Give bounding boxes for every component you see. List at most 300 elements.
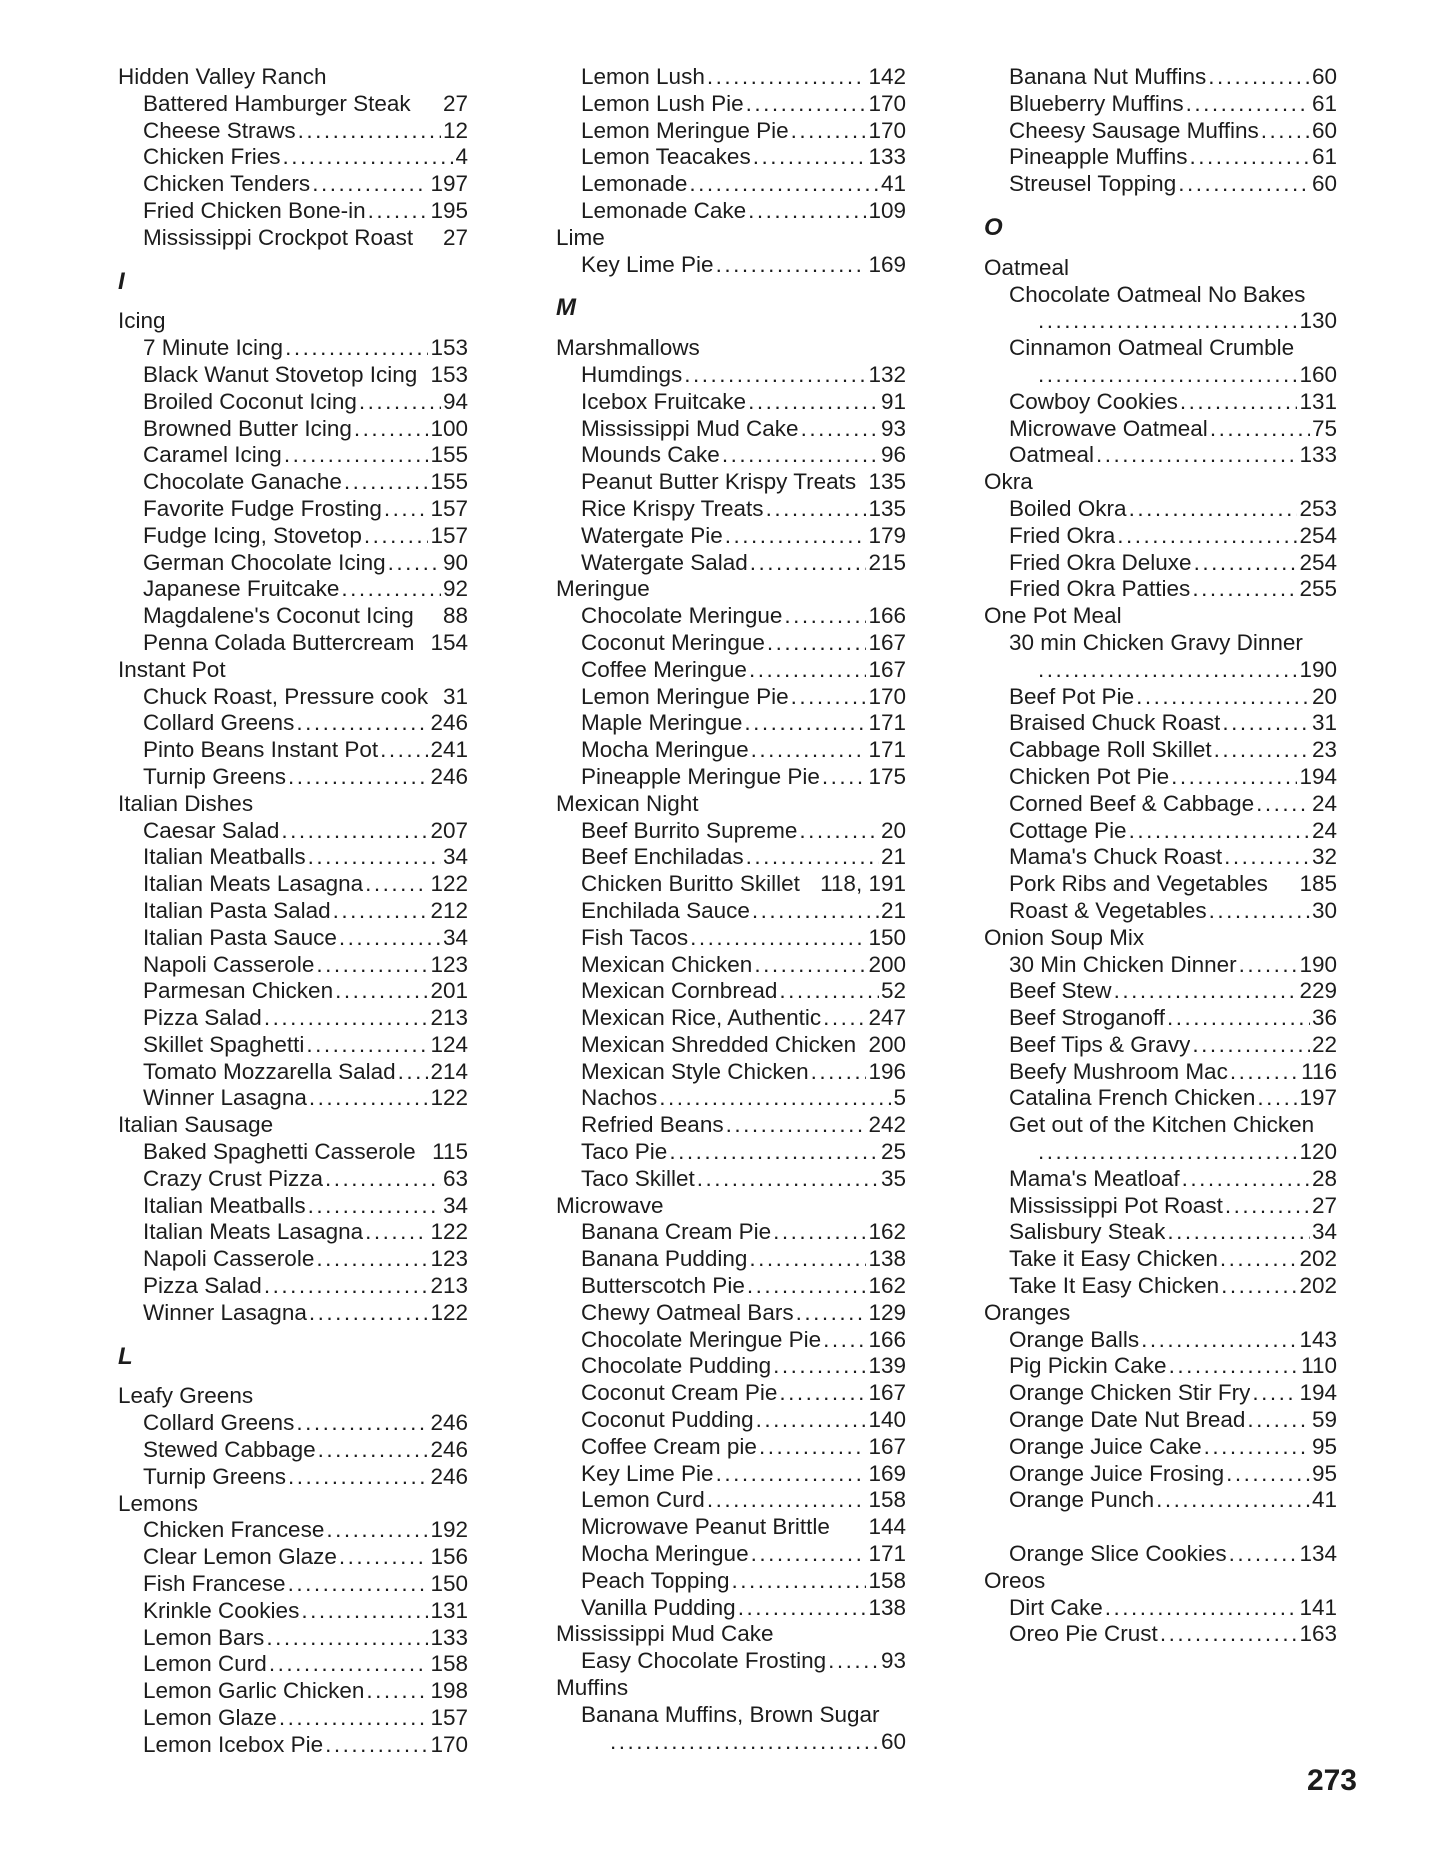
entry-title: 30 min Chicken Gravy Dinner	[1009, 629, 1303, 655]
index-entry	[556, 952, 906, 979]
entry-page-number: 169	[868, 251, 906, 277]
entry-page-number: 143	[1299, 1326, 1337, 1352]
index-entry	[118, 818, 468, 845]
index-entry	[556, 1461, 906, 1488]
dot-leader	[716, 252, 867, 279]
entry-title: Chocolate Oatmeal No Bakes	[1009, 281, 1306, 307]
entry-page-number: 93	[880, 1648, 906, 1674]
entry-page-number: 91	[880, 388, 906, 414]
entry-title: Beef Pot Pie	[1009, 683, 1135, 709]
entry-page-number: 196	[868, 1058, 906, 1084]
entry-page-number: 131	[1299, 388, 1337, 414]
entry-title: Watergate Salad	[581, 549, 748, 575]
dot-leader	[309, 1085, 429, 1112]
dot-leader	[773, 1219, 866, 1246]
entry-page-number: 144	[868, 1514, 906, 1540]
entry-title: Orange Juice Frosing	[1009, 1460, 1225, 1486]
index-entry	[984, 1621, 1337, 1648]
entry-title: Corned Beef & Cabbage	[1009, 790, 1255, 816]
dot-leader	[731, 1568, 866, 1595]
entry-title: Mama's Meatloaf	[1009, 1165, 1180, 1191]
entry-title: Watergate Pie	[581, 522, 723, 548]
index-entry	[556, 818, 906, 845]
dot-leader	[288, 764, 428, 791]
entry-page-number: 171	[868, 1541, 906, 1567]
dot-leader	[364, 523, 429, 550]
index-entry	[118, 952, 468, 979]
entry-title: Lemon Meringue Pie	[581, 683, 789, 709]
entry-page-number: 24	[1311, 817, 1337, 843]
entry-page-number: 32	[1311, 844, 1337, 870]
entry-title: Lemon Bars	[143, 1624, 265, 1650]
entry-page-number: 154	[430, 629, 468, 655]
dot-leader	[726, 1112, 867, 1139]
entry-title: Favorite Fudge Frosting	[143, 495, 382, 521]
entry-title: Chocolate Ganache	[143, 469, 342, 495]
index-entry	[984, 737, 1337, 764]
entry-page-number: 131	[430, 1597, 468, 1623]
index-entry	[118, 144, 468, 171]
entry-page-number: 21	[880, 897, 906, 923]
index-entry	[556, 710, 906, 737]
entry-title: Orange Juice Cake	[1009, 1433, 1202, 1459]
entry-title: Streusel Topping	[1009, 171, 1177, 197]
entry-page-number: 133	[1299, 442, 1337, 468]
index-entry	[118, 603, 468, 630]
dot-leader	[1204, 1434, 1310, 1461]
entry-page-number: 75	[1311, 415, 1337, 441]
index-entry	[556, 118, 906, 145]
index-entry	[556, 1059, 906, 1086]
entry-page-number: 254	[1299, 522, 1337, 548]
index-entry	[556, 1702, 906, 1729]
index-entry	[118, 1571, 468, 1598]
dot-leader	[1160, 1621, 1298, 1648]
entry-title: Penna Colada Buttercream	[143, 629, 415, 655]
index-entry	[118, 1651, 468, 1678]
entry-title: Cheese Straws	[143, 117, 296, 143]
index-entry	[556, 469, 906, 496]
dot-leader	[296, 1410, 428, 1437]
group-heading: Lime	[556, 224, 605, 250]
dot-leader	[779, 978, 879, 1005]
dot-leader	[791, 118, 867, 145]
entry-title: Coconut Cream Pie	[581, 1380, 778, 1406]
letter-heading: M	[556, 294, 576, 322]
entry-title: Chicken Tenders	[143, 171, 311, 197]
entry-title: Boiled Okra	[1009, 495, 1127, 521]
entry-page-number: 202	[1299, 1246, 1337, 1272]
group-heading: Oranges	[984, 1299, 1071, 1325]
entry-title: Fried Chicken Bone-in	[143, 197, 366, 223]
entry-page-number: 35	[880, 1165, 906, 1191]
entry-title: Pig Pickin Cake	[1009, 1353, 1167, 1379]
index-entry	[118, 925, 468, 952]
entry-page-number: 61	[1311, 144, 1337, 170]
index-entry	[984, 442, 1337, 469]
entry-title: Chocolate Meringue Pie	[581, 1326, 822, 1352]
index-entry	[984, 144, 1337, 171]
entry-title: Butterscotch Pie	[581, 1273, 745, 1299]
entry-title: Peach Topping	[581, 1567, 730, 1593]
dot-leader	[316, 952, 428, 979]
entry-page-number: 60	[1311, 117, 1337, 143]
entry-page-number: 201	[430, 978, 468, 1004]
dot-leader	[318, 1437, 429, 1464]
entry-title: 30 Min Chicken Dinner	[1009, 951, 1237, 977]
entry-page-number: 135	[868, 469, 906, 495]
group-heading: Onion Soup Mix	[984, 924, 1145, 950]
dot-leader	[1221, 1273, 1297, 1300]
entry-title: Mississippi Crockpot Roast	[143, 224, 414, 250]
entry-page-number: 179	[868, 522, 906, 548]
entry-title: Catalina French Chicken	[1009, 1085, 1256, 1111]
group-heading: Icing	[118, 308, 166, 334]
entry-title: Chocolate Pudding	[581, 1353, 772, 1379]
entry-page-number: 88	[442, 603, 468, 629]
dot-leader	[281, 818, 428, 845]
dot-leader	[388, 550, 441, 577]
dot-leader	[359, 389, 441, 416]
dot-leader	[283, 144, 454, 171]
entry-page-number: 155	[430, 442, 468, 468]
entry-page-number: 169	[868, 1460, 906, 1486]
dot-leader	[669, 1139, 879, 1166]
index-entry	[556, 1112, 906, 1139]
group-heading: Marshmallows	[556, 335, 700, 361]
entry-page-number: 246	[430, 1410, 468, 1436]
entry-title: Mexican Rice, Authentic	[581, 1005, 822, 1031]
index-entry	[556, 871, 906, 898]
entry-title: Caramel Icing	[143, 442, 282, 468]
entry-page-number: 207	[430, 817, 468, 843]
index-entry	[556, 684, 906, 711]
dot-leader	[1180, 389, 1298, 416]
entry-title: Italian Pasta Sauce	[143, 924, 337, 950]
index-entry	[984, 1273, 1337, 1300]
dot-leader	[279, 1705, 429, 1732]
entry-title: Italian Meats Lasagna	[143, 871, 364, 897]
index-entry	[556, 1273, 906, 1300]
entry-title: Microwave Peanut Brittle	[581, 1514, 830, 1540]
entry-page-number: 194	[1299, 763, 1337, 789]
entry-page-number: 185	[1299, 871, 1337, 897]
index-entry	[984, 1193, 1337, 1220]
entry-title: Oatmeal	[1009, 442, 1095, 468]
entry-title: Microwave Oatmeal	[1009, 415, 1208, 441]
index-entry	[556, 1407, 906, 1434]
index-entry	[556, 978, 906, 1005]
entry-title: Italian Meatballs	[143, 1192, 306, 1218]
index-entry	[118, 978, 468, 1005]
entry-page-number: 212	[430, 897, 468, 923]
entry-title: Easy Chocolate Frosting	[581, 1648, 827, 1674]
entry-title: Napoli Casserole	[143, 1246, 315, 1272]
index-entry	[118, 630, 468, 657]
entry-title: Key Lime Pie	[581, 1460, 714, 1486]
entry-continuation	[984, 657, 1337, 684]
index-entry	[118, 416, 468, 443]
entry-title: Japanese Fruitcake	[143, 576, 340, 602]
index-entry	[984, 1085, 1337, 1112]
index-entry	[118, 225, 468, 252]
entry-page-number: 129	[868, 1299, 906, 1325]
entry-page-number: 141	[1299, 1594, 1337, 1620]
entry-title: Clear Lemon Glaze	[143, 1544, 337, 1570]
entry-page-number: 157	[430, 1705, 468, 1731]
entry-page-number: 192	[430, 1517, 468, 1543]
dot-leader	[288, 1571, 429, 1598]
group-heading: Mexican Night	[556, 790, 699, 816]
entry-title: Cinnamon Oatmeal Crumble	[1009, 335, 1295, 361]
entry-title: Fudge Icing, Stovetop	[143, 522, 362, 548]
entry-page-number: 150	[868, 924, 906, 950]
entry-page-number: 118, 191	[820, 871, 906, 897]
dot-leader	[298, 118, 441, 145]
entry-page-number: 41	[880, 171, 906, 197]
index-entry	[118, 684, 468, 711]
index-entry	[556, 898, 906, 925]
entry-page-number: 34	[442, 924, 468, 950]
group-heading: Okra	[984, 469, 1033, 495]
dot-leader	[1192, 576, 1297, 603]
index-entry	[118, 171, 468, 198]
entry-title: Winner Lasagna	[143, 1085, 307, 1111]
index-entry	[556, 1380, 906, 1407]
entry-page-number: 157	[430, 495, 468, 521]
page-number: 273	[1306, 1764, 1357, 1797]
dot-leader	[828, 1648, 879, 1675]
dot-leader	[309, 1300, 429, 1327]
entry-title: Crazy Crust Pizza	[143, 1165, 324, 1191]
dot-leader	[1171, 764, 1297, 791]
entry-page-number: 162	[868, 1273, 906, 1299]
index-entry	[984, 550, 1337, 577]
entry-title: Key Lime Pie	[581, 251, 714, 277]
letter-heading: I	[118, 267, 125, 295]
dot-leader	[264, 1273, 429, 1300]
dot-leader	[1247, 1407, 1310, 1434]
entry-title: Skillet Spaghetti	[143, 1031, 305, 1057]
entry-page-number: 93	[880, 415, 906, 441]
dot-leader	[707, 1487, 867, 1514]
dot-leader	[1038, 308, 1297, 335]
entry-page-number: 190	[1299, 951, 1337, 977]
entry-title: Humdings	[581, 361, 683, 387]
index-entry	[118, 442, 468, 469]
dot-leader	[610, 1729, 879, 1756]
entry-page-number: 20	[880, 817, 906, 843]
index-entry	[118, 1005, 468, 1032]
entry-title: Chewy Oatmeal Bars	[581, 1299, 794, 1325]
entry-title: German Chocolate Icing	[143, 549, 386, 575]
index-entry	[556, 1541, 906, 1568]
dot-leader	[306, 1032, 428, 1059]
entry-page-number: 109	[868, 197, 906, 223]
entry-page-number: 241	[430, 737, 468, 763]
entry-page-number: 229	[1299, 978, 1337, 1004]
entry-title: Orange Chicken Stir Fry	[1009, 1380, 1251, 1406]
dot-leader	[773, 1353, 866, 1380]
dot-leader	[746, 844, 879, 871]
dot-leader	[398, 1059, 429, 1086]
entry-title: Battered Hamburger Steak	[143, 90, 411, 116]
entry-page-number: 138	[868, 1246, 906, 1272]
entry-page-number: 31	[1311, 710, 1337, 736]
entry-page-number: 155	[430, 469, 468, 495]
index-entry	[118, 1678, 468, 1705]
index-entry	[984, 1059, 1337, 1086]
dot-leader	[1114, 978, 1298, 1005]
index-entry	[118, 1139, 468, 1166]
dot-leader	[308, 1193, 441, 1220]
dot-leader	[285, 335, 428, 362]
entry-page-number: 171	[868, 710, 906, 736]
dot-leader	[659, 1085, 891, 1112]
entry-title: Refried Beans	[581, 1112, 724, 1138]
entry-page-number: 166	[868, 603, 906, 629]
index-entry	[118, 737, 468, 764]
entry-title: Collard Greens	[143, 710, 295, 736]
group-heading: Mississippi Mud Cake	[556, 1621, 774, 1647]
index-entry	[984, 818, 1337, 845]
entry-page-number: 116	[1301, 1058, 1337, 1084]
index-entry	[556, 252, 906, 279]
index-entry	[118, 576, 468, 603]
entry-title: Stewed Cabbage	[143, 1437, 316, 1463]
entry-title: Pinto Beans Instant Pot	[143, 737, 379, 763]
entry-title: Chicken Fries	[143, 144, 281, 170]
dot-leader	[779, 1380, 866, 1407]
dot-leader	[1129, 496, 1298, 523]
group-heading: Instant Pot	[118, 656, 226, 682]
entry-title: Chocolate Meringue	[581, 603, 783, 629]
dot-leader	[1225, 1193, 1310, 1220]
index-entry	[118, 1544, 468, 1571]
index-entry	[118, 335, 468, 362]
entry-page-number: 21	[880, 844, 906, 870]
index-entry	[556, 171, 906, 198]
dot-leader	[1229, 1541, 1298, 1568]
entry-title: Peanut Butter Krispy Treats	[581, 469, 857, 495]
index-entry	[118, 496, 468, 523]
entry-title: Collard Greens	[143, 1410, 295, 1436]
entry-page-number: 123	[430, 1246, 468, 1272]
entry-page-number: 162	[868, 1219, 906, 1245]
entry-page-number: 25	[880, 1139, 906, 1165]
index-column	[984, 64, 1337, 1759]
index-entry	[556, 389, 906, 416]
letter-heading: O	[984, 213, 1003, 241]
index-entry	[556, 737, 906, 764]
dot-leader	[754, 952, 866, 979]
entry-page-number: 175	[868, 763, 906, 789]
entry-title: Mississippi Pot Roast	[1009, 1192, 1223, 1218]
entry-title: Orange Balls	[1009, 1326, 1140, 1352]
entry-title: Pizza Salad	[143, 1005, 262, 1031]
entry-page-number: 20	[1311, 683, 1337, 709]
entry-page-number: 158	[430, 1651, 468, 1677]
entry-page-number: 120	[1299, 1139, 1337, 1165]
entry-page-number: 123	[430, 951, 468, 977]
index-entry	[118, 1437, 468, 1464]
entry-title: Black Wanut Stovetop Icing	[143, 361, 418, 387]
entry-page-number: 214	[430, 1058, 468, 1084]
dot-leader	[784, 603, 866, 630]
entry-page-number: 247	[868, 1005, 906, 1031]
index-entry	[556, 496, 906, 523]
index-entry	[118, 1166, 468, 1193]
index-entry	[556, 1595, 906, 1622]
entry-title: Lemon Icebox Pie	[143, 1731, 324, 1757]
dot-leader	[759, 1434, 867, 1461]
index-entry	[556, 198, 906, 225]
index-column	[118, 64, 468, 1759]
entry-title: Roast & Vegetables	[1009, 897, 1207, 923]
index-entry	[556, 1005, 906, 1032]
dot-leader	[266, 1625, 428, 1652]
index-entry	[984, 791, 1337, 818]
entry-title: Tomato Mozzarella Salad	[143, 1058, 396, 1084]
entry-title: Mocha Meringue	[581, 737, 749, 763]
entry-page-number: 170	[868, 683, 906, 709]
index-entry	[118, 871, 468, 898]
index-entry	[118, 1032, 468, 1059]
index-entry	[984, 1032, 1337, 1059]
dot-leader	[796, 1300, 867, 1327]
dot-leader	[744, 710, 866, 737]
entry-page-number: 246	[430, 763, 468, 789]
index-entry	[556, 1568, 906, 1595]
entry-page-number: 30	[1311, 897, 1337, 923]
dot-leader	[325, 1732, 428, 1759]
dot-leader	[1239, 952, 1298, 979]
entry-page-number: 153	[430, 361, 468, 387]
entry-page-number: 100	[430, 415, 468, 441]
dot-leader	[746, 91, 867, 118]
index-entry	[118, 1193, 468, 1220]
entry-page-number: 22	[1311, 1031, 1337, 1057]
dot-leader	[1257, 1085, 1297, 1112]
index-entry	[556, 416, 906, 443]
index-entry	[118, 1517, 468, 1544]
entry-title: Mexican Style Chicken	[581, 1058, 809, 1084]
dot-leader	[1117, 523, 1297, 550]
index-entry	[984, 871, 1337, 898]
index-entry	[984, 576, 1337, 603]
entry-title: Browned Butter Icing	[143, 415, 352, 441]
dot-leader	[1252, 1380, 1297, 1407]
entry-title: Get out of the Kitchen Chicken	[1009, 1112, 1315, 1138]
entry-title: Cottage Pie	[1009, 817, 1127, 843]
entry-page-number: 170	[868, 117, 906, 143]
entry-title: Pork Ribs and Vegetables	[1009, 871, 1268, 897]
entry-page-number: 166	[868, 1326, 906, 1352]
dot-leader	[368, 198, 429, 225]
dot-leader	[1136, 684, 1310, 711]
dot-leader	[1222, 710, 1310, 737]
entry-page-number: 133	[868, 144, 906, 170]
index-entry	[984, 1434, 1337, 1461]
entry-page-number: 28	[1311, 1165, 1337, 1191]
dot-leader	[1256, 791, 1310, 818]
index-entry	[556, 1487, 906, 1514]
dot-leader	[308, 844, 441, 871]
index-entry	[984, 1353, 1337, 1380]
entry-title: Turnip Greens	[143, 763, 286, 789]
entry-title: Coconut Meringue	[581, 629, 765, 655]
index-entry	[556, 1300, 906, 1327]
